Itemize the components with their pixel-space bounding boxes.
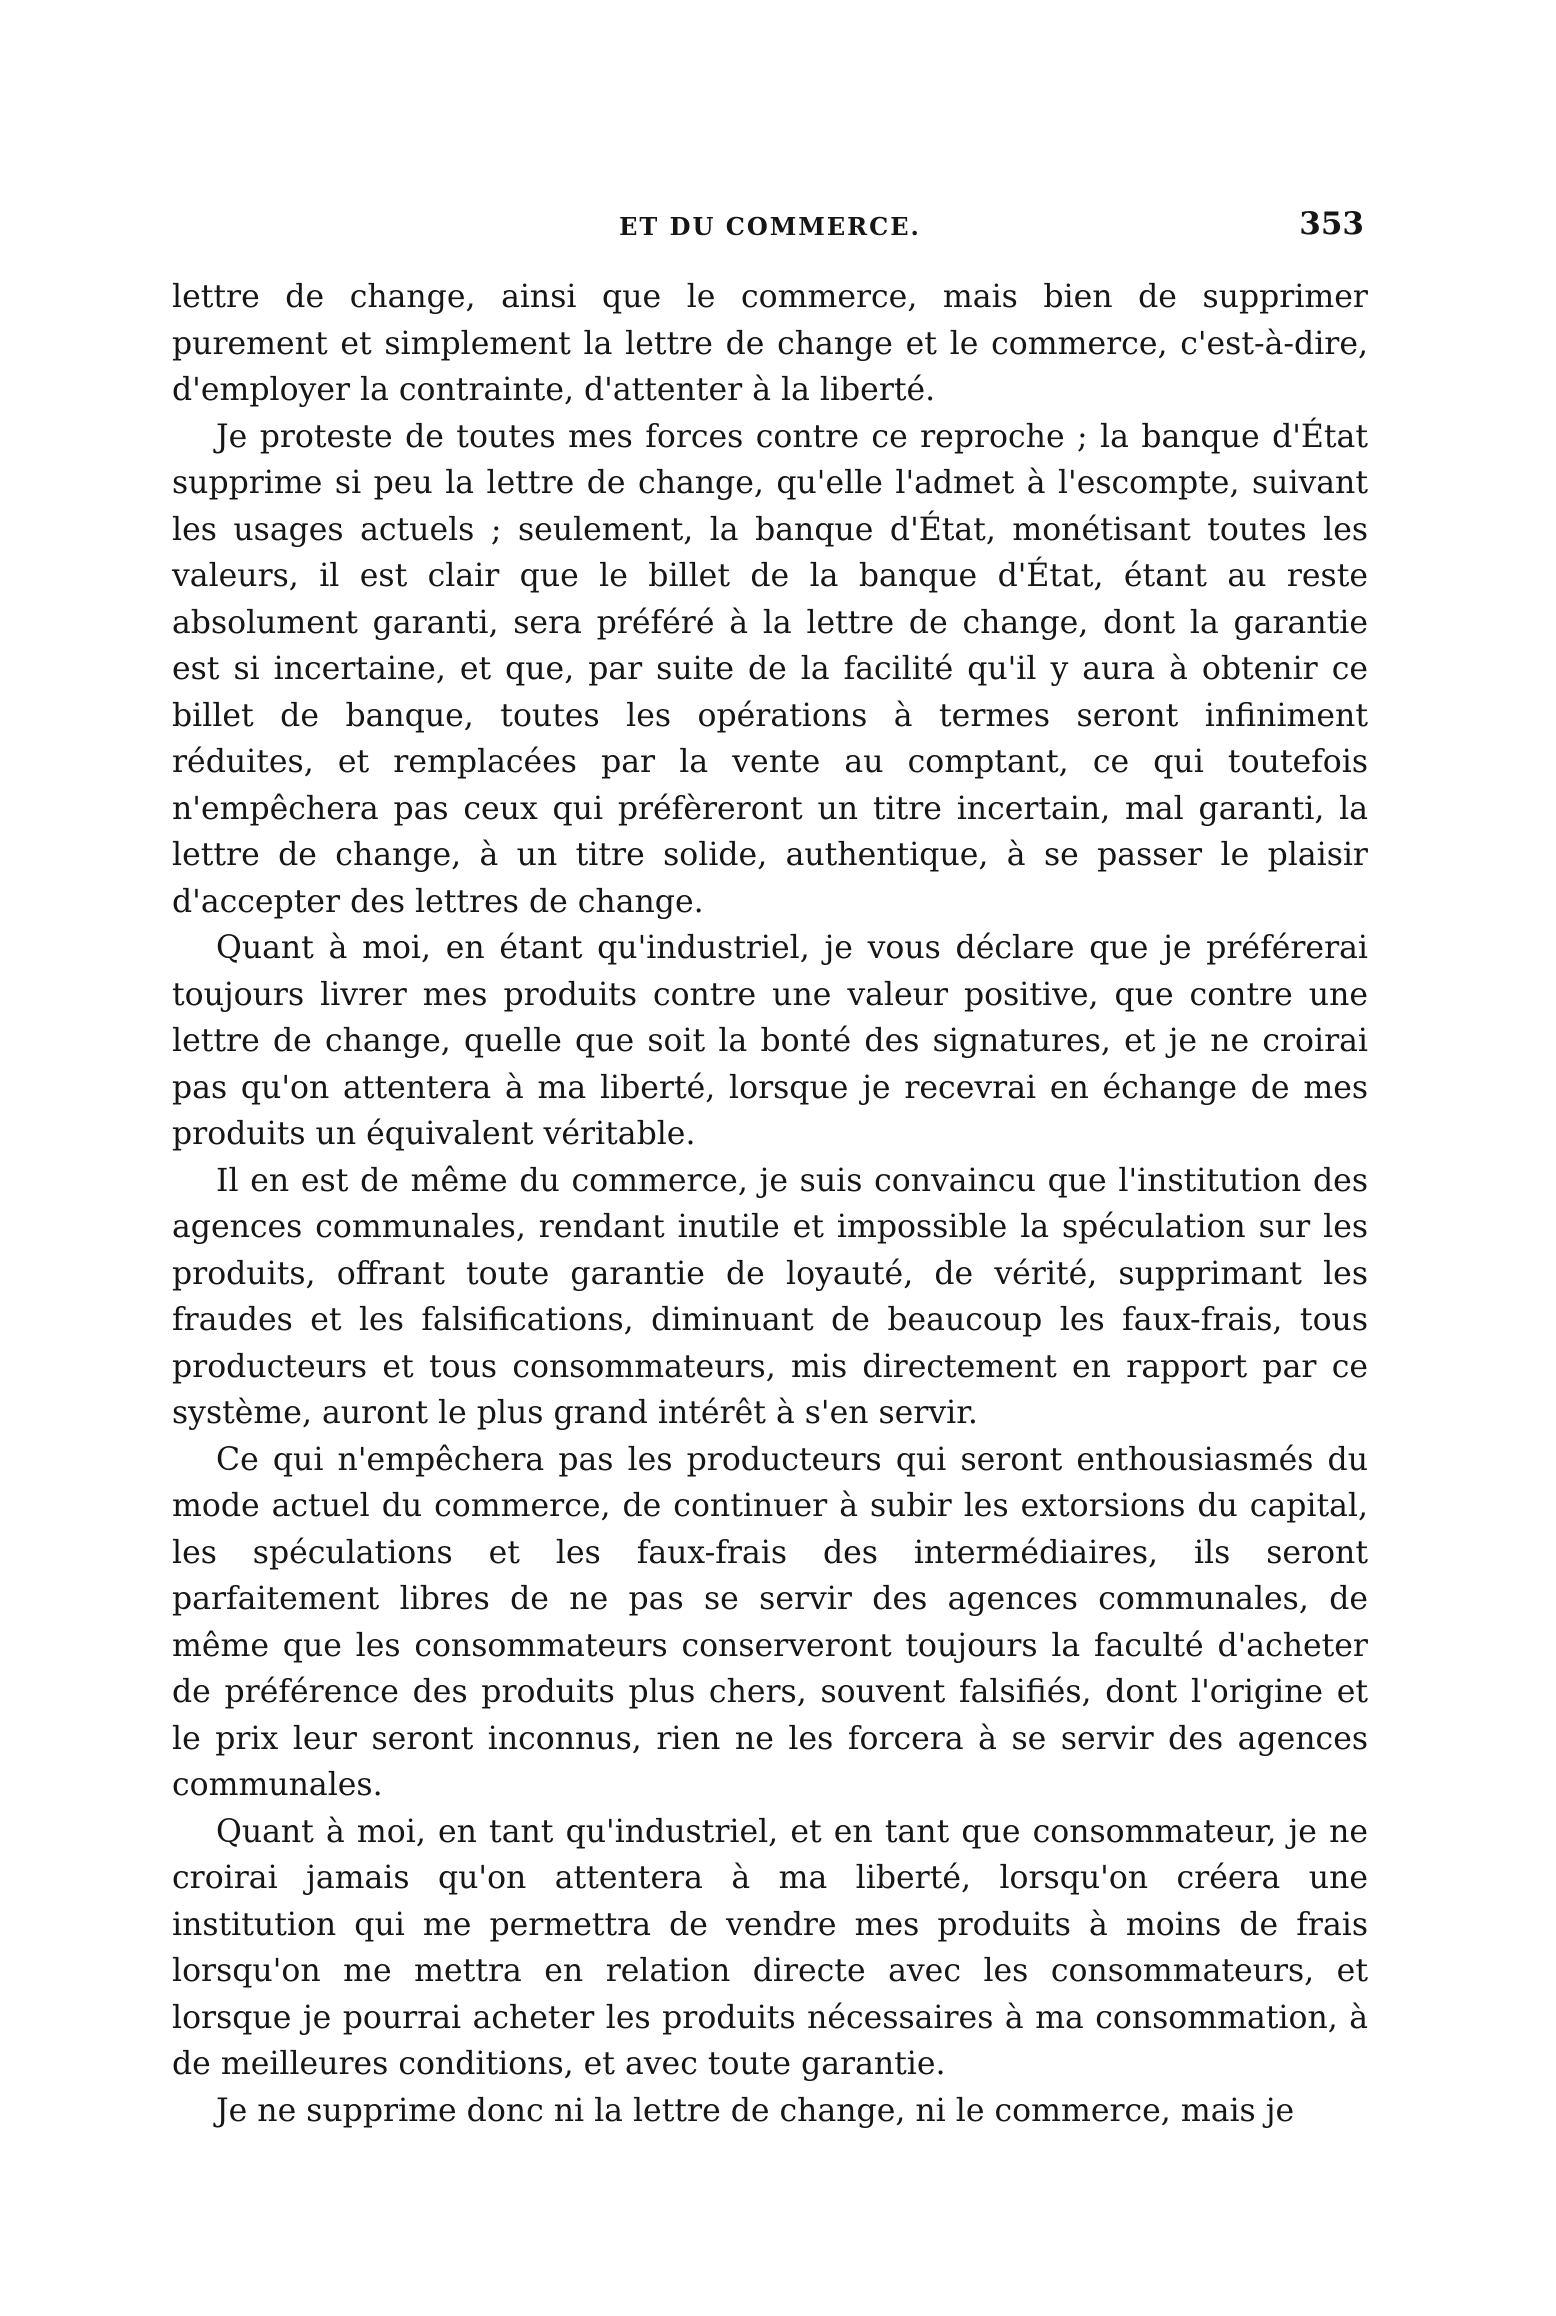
body-text [172, 274, 1368, 2134]
page-header [172, 206, 1368, 264]
paragraph-7: Je ne supprime donc ni la lettre de change, ni le commerce, mais je [216, 2092, 1295, 2129]
paragraph-3: Quant à moi, en étant qu'industriel, je vous déclare que je préférerai toujours livrer mes produits contre une valeur positive, que contre une lettre de change, quelle que soit la bonté des signatures, et je ne croirai pas qu'on attentera à ma liberté, lorsque je recevrai en échange de mes produits un équivalent véritable. [172, 930, 1368, 1152]
book-page [172, 206, 1368, 2266]
paragraph-5: Ce qui n'empêchera pas les producteurs qui seront enthousiasmés du mode actuel du commerce, de continuer à subir les extorsions du capital, les spéculations et les faux-frais des intermédiaires, ils seront parfaitement libres de ne pas se servir des agences communales, de même que les consommateurs conserveront toujours la faculté d'acheter de préférence des produits plus chers, souvent falsifiés, dont l'origine et le prix leur seront inconnus, rien ne les forcera à se servir des agences communales. [172, 1441, 1368, 1803]
paragraph-4: Il en est de même du commerce, je suis convaincu que l'institution des agences communales, rendant inutile et impossible la spéculation sur les produits, offrant toute garantie de loyauté, de vérité, supprimant les fraudes et les falsifications, diminuant de beaucoup les faux-frais, tous producteurs et tous consommateurs, mis directement en rapport par ce système, auront le plus grand intérêt à s'en servir. [172, 1162, 1368, 1431]
paragraph-6: Quant à moi, en tant qu'industriel, et en tant que consommateur, je ne croirai jamais qu'on attentera à ma liberté, lorsqu'on créera une institution qui me permettra de vendre mes produits à moins de frais lorsqu'on me mettra en relation directe avec les consommateurs, et lorsque je pourrai acheter les produits nécessaires à ma consommation, à de meilleures conditions, et avec toute garantie. [172, 1813, 1368, 2082]
paragraph-1: lettre de change, ainsi que le commerce, mais bien de supprimer purement et simplement la lettre de change et le commerce, c'est-à-dire, d'employer la contrainte, d'attenter à la liberté. [172, 279, 1368, 408]
running-title: ET DU COMMERCE. [619, 212, 921, 241]
page-number: 353 [1299, 206, 1364, 242]
paragraph-2: Je proteste de toutes mes forces contre ce reproche ; la banque d'État supprime si peu la lettre de change, qu'elle l'admet à l'escompte, suivant les usages actuels ; seulement, la banque d'État, monétisant toutes les valeurs, il est clair que le billet de la banque d'État, étant au reste absolument garanti, sera préféré à la lettre de change, dont la garantie est si incertaine, et que, par suite de la facilité qu'il y aura à obtenir ce billet de banque, toutes les opérations à termes seront infiniment réduites, et remplacées par la vente au comptant, ce qui toutefois n'empêchera pas ceux qui préfèreront un titre incertain, mal garanti, la lettre de change, à un titre solide, authentique, à se passer le plaisir d'accepter des lettres de change. [172, 418, 1368, 920]
